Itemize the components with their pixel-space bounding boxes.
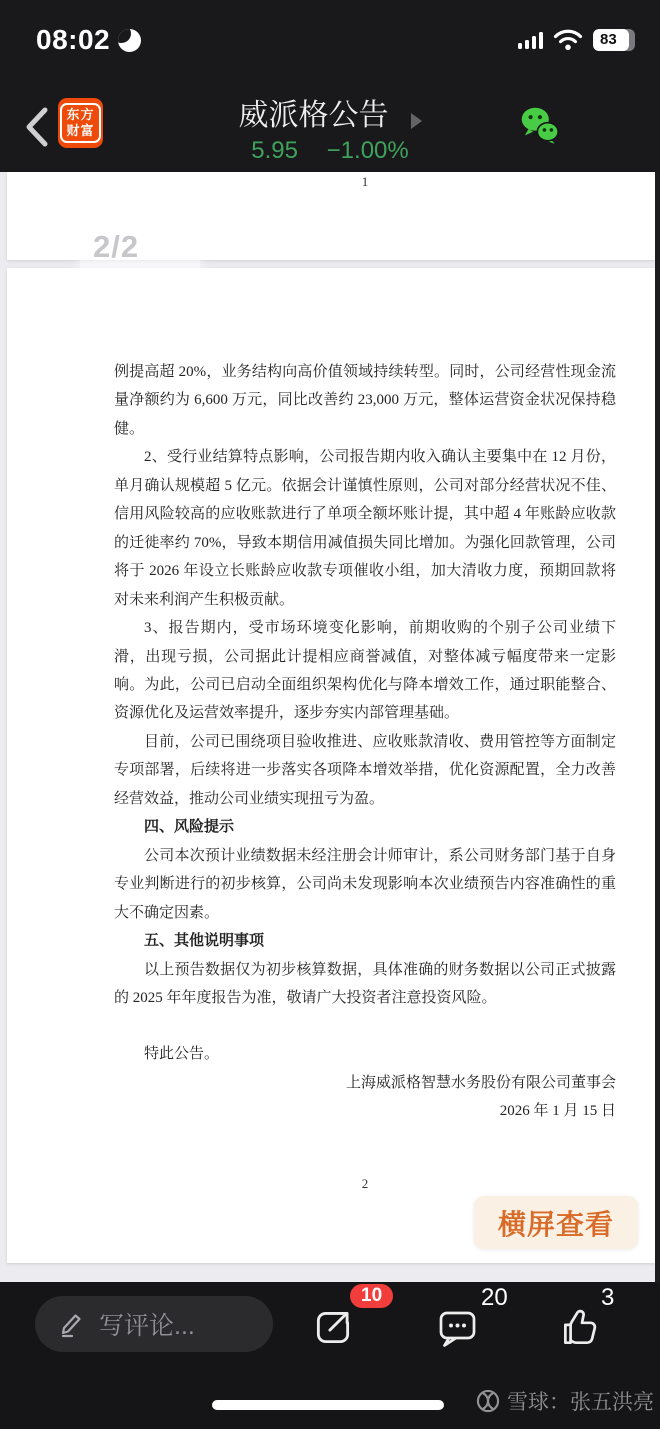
doc-paragraph: 特此公告。 [144, 1046, 220, 1063]
cellular-signal-icon [518, 31, 544, 49]
battery-icon [593, 29, 635, 51]
doc-paragraph: 目前，公司已围绕项目验收推进、应收账款清收、费用管控等方面制定专项部署，后续将进一步落实各项降本增效举措，优化资源配置，全力改善经营效益，推动公司业绩实现扭亏为盈。 [114, 733, 616, 807]
doc-heading: 五、其他说明事项 [144, 933, 265, 950]
page1-footer-number: 1 [361, 174, 369, 189]
title-expand-icon[interactable] [411, 113, 422, 129]
watermark [475, 1386, 654, 1416]
like-count: 3 [601, 1284, 615, 1311]
doc-paragraph: 公司本次预计业绩数据未经注册会计师审计，系公司财务部门基于自身专业判断进行的初步核算，公司尚未发现影响本次业绩预告内容准确性的重大不确定因素。 [114, 847, 616, 921]
doc-paragraphs [114, 358, 616, 1126]
stock-price: 5.95 [251, 137, 298, 164]
document-viewer[interactable] [0, 172, 660, 1282]
page-title: 威派格公告 [238, 99, 389, 132]
stock-change: −1.00% [326, 137, 409, 164]
comment-placeholder: 写评论... [99, 1312, 195, 1340]
wechat-share-icon[interactable] [516, 101, 566, 151]
landscape-view-button[interactable]: 横屏查看 [474, 1196, 638, 1249]
doc-paragraph: 2026 年 1 月 15 日 [499, 1103, 616, 1120]
viewport-edge [655, 172, 660, 1282]
page-indicator: 2/2 [80, 222, 200, 310]
status-bar [0, 0, 660, 85]
logo-text-bottom: 财富 [66, 123, 95, 138]
watermark-text: 雪球：张五洪亮 [507, 1391, 654, 1414]
doc-heading: 四、风险提示 [144, 819, 235, 836]
doc-paragraph: 3、报告期内，受市场环境变化影响，前期收购的个别子公司业绩下滑，出现亏损，公司据此计提相应商誉减值，对整体减亏幅度带来一定影响。为此，公司已启动全面组织架构优化与降本增效工作，通过职能整合、资源优化及运营效率提升，逐步夯实内部管理基础。 [114, 620, 616, 722]
comment-bubble-icon [433, 1306, 481, 1350]
doc-paragraph: 上海威派格智慧水务股份有限公司董事会 [345, 1074, 616, 1091]
moon-icon [118, 29, 141, 52]
share-badge: 10 [350, 1284, 393, 1308]
xueqiu-logo-icon [475, 1388, 501, 1414]
battery-percent: 83 [600, 31, 617, 48]
doc-paragraph: 例提高超 20%，业务结构向高价值领域持续转型。同时，公司经营性现金流量净额约为 6,600 万元，同比改善约 23,000 万元，整体运营资金状况保持稳健。 [114, 364, 616, 437]
doc-paragraph: 2、受行业结算特点影响，公司报告期内收入确认主要集中在 12 月份，单月确认规模超 5 亿元。依据会计谨慎性原则，公司对部分经营状况不佳、信用风险较高的应收账款进行了单项全额坏账计提，其中超 4 年账龄应收款的迁徙率约 70%，导致本期信用减值损失同比增加。为强化回款管理，公司将于 2026 年设立长账龄应收款专项催收小组，加大清收力度，预期回款将对未来利润产生积极贡献。 [114, 449, 616, 608]
doc-paragraph: 以上预告数据仅为初步核算数据，具体准确的财务数据以公司正式披露的 2025 年年度报告为准，敬请广大投资者注意投资风险。 [114, 961, 616, 1006]
comment-input[interactable] [35, 1296, 273, 1352]
thumbs-up-icon [557, 1304, 603, 1350]
page2-footer-number: 2 [361, 1176, 369, 1191]
pdf-page-2 [7, 268, 655, 1263]
bottom-toolbar [0, 1282, 660, 1429]
share-icon [310, 1304, 356, 1350]
clock-time: 08:02 [36, 24, 111, 55]
home-indicator[interactable] [212, 1400, 444, 1410]
wifi-icon [553, 28, 583, 51]
app-header [0, 85, 660, 172]
comment-count: 20 [481, 1284, 508, 1311]
pencil-icon [57, 1310, 85, 1338]
logo-text-top: 东方 [66, 107, 95, 123]
